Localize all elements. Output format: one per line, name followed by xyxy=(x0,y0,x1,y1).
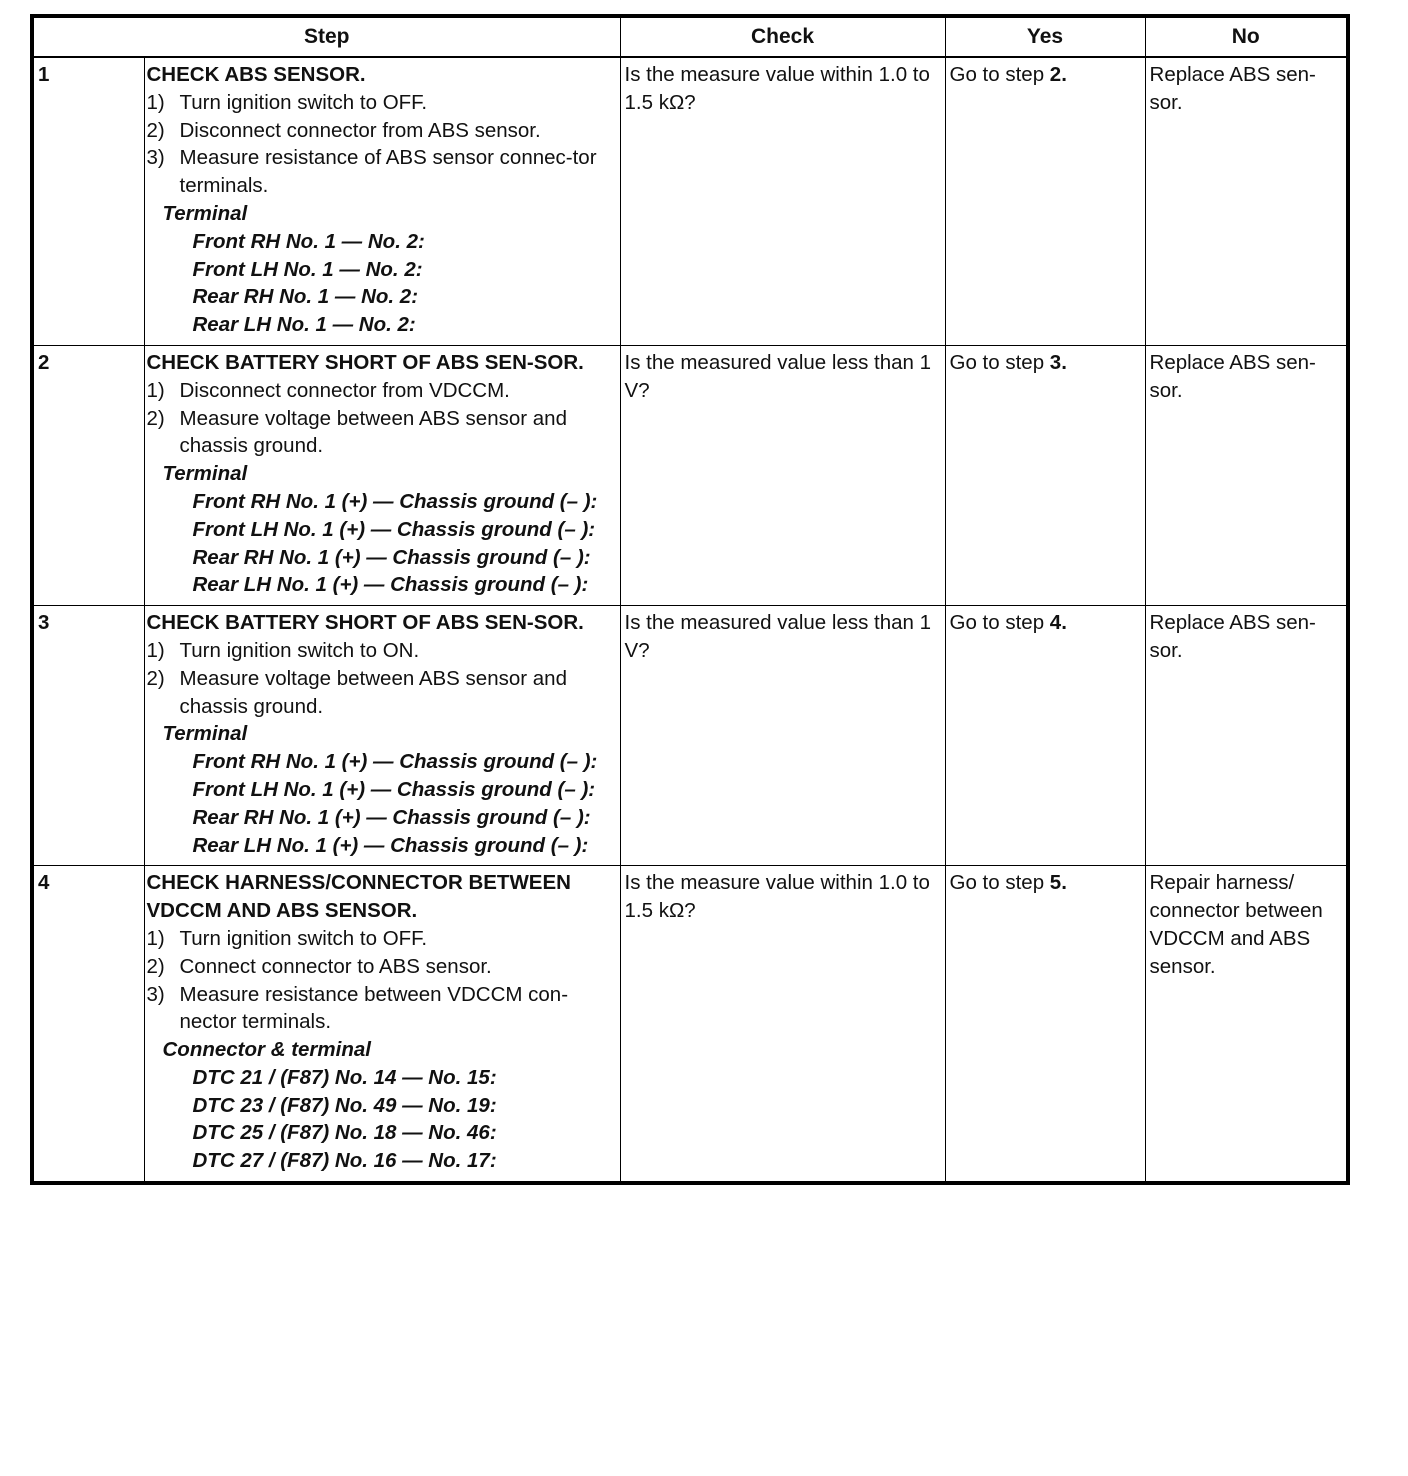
no-cell: Repair harness/ connector between VDCCM and ABS sensor. xyxy=(1145,866,1348,1183)
yes-cell xyxy=(945,57,1145,345)
instruction-number: 2) xyxy=(146,666,165,690)
check-cell: Is the measure value within 1.0 to 1.5 kΩ? xyxy=(620,866,945,1183)
instruction-text: Turn ignition switch to OFF. xyxy=(179,90,428,114)
header-no: No xyxy=(1145,16,1348,57)
instruction xyxy=(147,925,616,953)
terminal-spec: Rear LH No. 1 (+) — Chassis ground (– ): xyxy=(192,573,589,597)
terminal-spec: Front LH No. 1 — No. 2: xyxy=(192,257,423,281)
no-cell: Replace ABS sen-sor. xyxy=(1145,606,1348,866)
table-row xyxy=(32,57,1348,345)
step-number: 2 xyxy=(32,345,144,605)
step-cell xyxy=(144,606,620,866)
step-cell xyxy=(144,866,620,1183)
yes-step-ref: 4. xyxy=(1049,611,1067,635)
step-number: 4 xyxy=(32,866,144,1183)
step-number: 3 xyxy=(32,606,144,866)
step-title: CHECK BATTERY SHORT OF ABS SEN-SOR. xyxy=(146,350,584,374)
step-title: CHECK BATTERY SHORT OF ABS SEN-SOR. xyxy=(146,611,584,635)
instruction-text: Turn ignition switch to OFF. xyxy=(179,926,428,950)
yes-cell xyxy=(945,866,1145,1183)
terminal-spec: DTC 23 / (F87) No. 49 — No. 19: xyxy=(192,1093,497,1117)
terminal-spec: Front RH No. 1 — No. 2: xyxy=(192,229,425,253)
yes-text: Go to step xyxy=(949,63,1050,86)
step-title: CHECK HARNESS/CONNECTOR BETWEEN VDCCM AND ABS SENSOR. xyxy=(146,871,571,923)
instruction xyxy=(147,637,616,665)
instruction-number: 1) xyxy=(146,378,165,402)
table-row xyxy=(32,345,1348,605)
instruction-number: 2) xyxy=(146,954,165,978)
step-cell xyxy=(144,57,620,345)
terminal-spec: Rear RH No. 1 (+) — Chassis ground (– ): xyxy=(192,545,591,569)
instruction-number: 2) xyxy=(146,118,165,142)
instruction-number: 1) xyxy=(146,638,165,662)
terminal-label: Terminal xyxy=(162,722,248,746)
instruction-number: 3) xyxy=(146,982,165,1006)
instruction-text: Measure voltage between ABS sensor and chassis ground. xyxy=(179,666,567,718)
diagnostic-table xyxy=(30,14,1350,1185)
no-cell: Replace ABS sen-sor. xyxy=(1145,57,1348,345)
terminal-spec: DTC 25 / (F87) No. 18 — No. 46: xyxy=(192,1121,497,1145)
instruction-number: 1) xyxy=(146,926,165,950)
terminal-label: Terminal xyxy=(162,201,248,225)
instruction-number: 2) xyxy=(146,406,165,430)
instruction-text: Measure voltage between ABS sensor and chassis ground. xyxy=(179,406,567,458)
terminal-spec: Front LH No. 1 (+) — Chassis ground (– ): xyxy=(192,517,596,541)
terminal-spec: Front RH No. 1 (+) — Chassis ground (– ): xyxy=(192,750,598,774)
instruction xyxy=(147,665,616,721)
yes-step-ref: 5. xyxy=(1049,871,1067,895)
instruction xyxy=(147,117,616,145)
instruction-text: Measure resistance between VDCCM con-nector terminals. xyxy=(179,982,569,1034)
connector-terminal-label: Connector & terminal xyxy=(162,1038,371,1062)
header-step: Step xyxy=(32,16,620,57)
yes-text: Go to step xyxy=(949,350,1050,374)
check-cell: Is the measured value less than 1 V? xyxy=(620,345,945,605)
instruction xyxy=(147,953,616,981)
header-check: Check xyxy=(620,16,945,57)
instruction-number: 3) xyxy=(146,146,165,170)
instruction-number: 1) xyxy=(146,90,165,114)
instruction xyxy=(147,144,616,200)
no-cell: Replace ABS sen-sor. xyxy=(1145,345,1348,605)
check-cell: Is the measure value within 1.0 to 1.5 kΩ? xyxy=(620,57,945,345)
yes-step-ref: 3. xyxy=(1049,350,1067,374)
yes-text: Go to step xyxy=(949,871,1050,895)
terminal-spec: Rear RH No. 1 (+) — Chassis ground (– ): xyxy=(192,805,591,829)
table-row xyxy=(32,866,1348,1183)
instruction xyxy=(147,405,616,461)
yes-cell xyxy=(945,345,1145,605)
instruction-text: Turn ignition switch to ON. xyxy=(179,638,420,662)
yes-step-ref: 2. xyxy=(1049,63,1067,86)
terminal-spec: DTC 21 / (F87) No. 14 — No. 15: xyxy=(192,1065,497,1089)
instruction-text: Disconnect connector from VDCCM. xyxy=(179,378,510,402)
terminal-label: Terminal xyxy=(162,462,248,486)
terminal-spec: DTC 27 / (F87) No. 16 — No. 17: xyxy=(192,1149,497,1173)
step-number: 1 xyxy=(32,57,144,345)
yes-cell xyxy=(945,606,1145,866)
instruction xyxy=(147,981,616,1037)
instruction-text: Connect connector to ABS sensor. xyxy=(179,954,492,978)
terminal-spec: Rear RH No. 1 — No. 2: xyxy=(192,285,419,309)
table-row xyxy=(32,606,1348,866)
terminal-spec: Rear LH No. 1 (+) — Chassis ground (– ): xyxy=(192,833,589,857)
check-cell: Is the measured value less than 1 V? xyxy=(620,606,945,866)
header-row xyxy=(32,16,1348,57)
header-yes: Yes xyxy=(945,16,1145,57)
step-title: CHECK ABS SENSOR. xyxy=(146,63,366,86)
yes-text: Go to step xyxy=(949,611,1050,635)
step-cell xyxy=(144,345,620,605)
instruction-text: Disconnect connector from ABS sensor. xyxy=(179,118,541,142)
terminal-spec: Rear LH No. 1 — No. 2: xyxy=(192,313,416,337)
terminal-spec: Front LH No. 1 (+) — Chassis ground (– ): xyxy=(192,777,596,801)
instruction xyxy=(147,377,616,405)
terminal-spec: Front RH No. 1 (+) — Chassis ground (– ): xyxy=(192,489,598,513)
instruction xyxy=(147,89,616,117)
instruction-text: Measure resistance of ABS sensor connec-tor terminals. xyxy=(179,146,597,198)
